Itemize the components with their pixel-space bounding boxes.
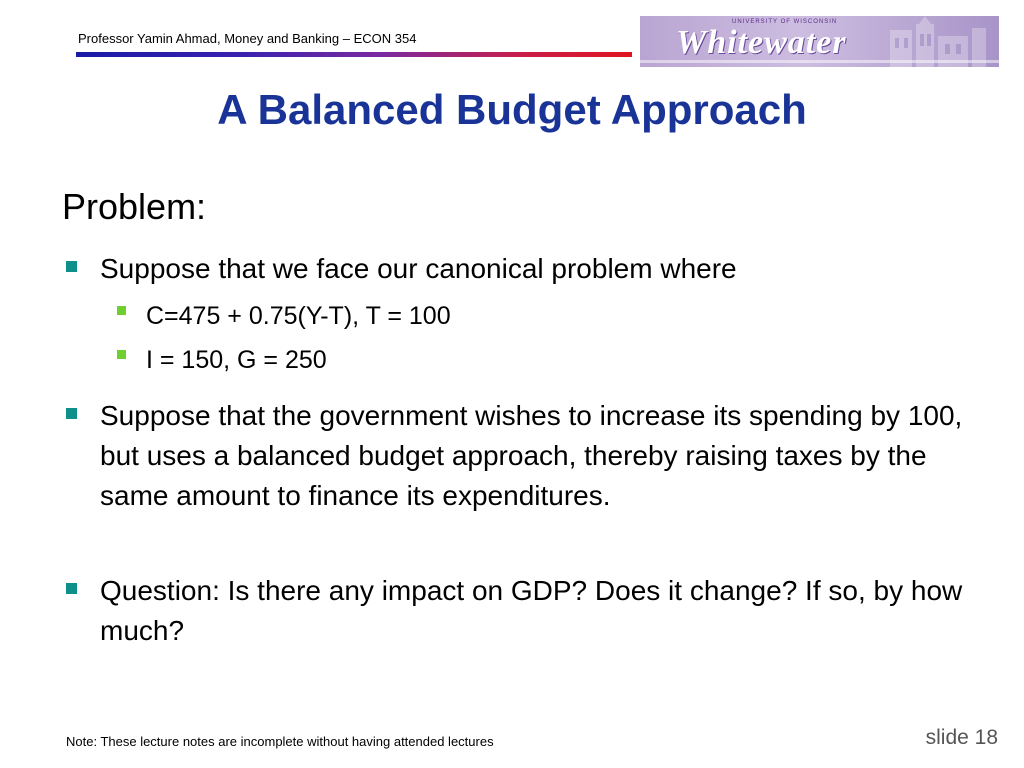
bullet-1: Suppose that we face our canonical problem where: [100, 253, 737, 284]
sub-bullet-1: C=475 + 0.75(Y-T), T = 100: [146, 302, 451, 330]
bullet-square-icon: [66, 261, 77, 272]
footer-note: Note: These lecture notes are incomplete without having attended lectures: [66, 734, 494, 749]
logo-wordmark: Whitewater: [676, 24, 847, 61]
sub-bullet-square-icon: [117, 306, 126, 315]
logo-subtitle: UNIVERSITY OF WISCONSIN: [732, 19, 838, 25]
sub-bullet-2: I = 150, G = 250: [146, 346, 327, 374]
slide-number: slide 18: [925, 726, 998, 749]
sub-bullet-square-icon: [117, 350, 126, 359]
header-gradient-bar: [76, 52, 632, 57]
bullet-square-icon: [66, 583, 77, 594]
course-header: Professor Yamin Ahmad, Money and Banking – ECON 354: [78, 31, 417, 46]
problem-heading: Problem:: [62, 186, 207, 227]
slide-title: A Balanced Budget Approach: [217, 86, 807, 133]
bullet-square-icon: [66, 408, 77, 419]
bullet-2: Suppose that the government wishes to increase its spending by 100, but uses a balanced budget approach, thereby raising taxes by the same amount to finance its expenditures.: [100, 400, 963, 511]
university-logo: [640, 16, 999, 67]
bullet-3: Question: Is there any impact on GDP? Does it change? If so, by how much?: [100, 575, 963, 646]
